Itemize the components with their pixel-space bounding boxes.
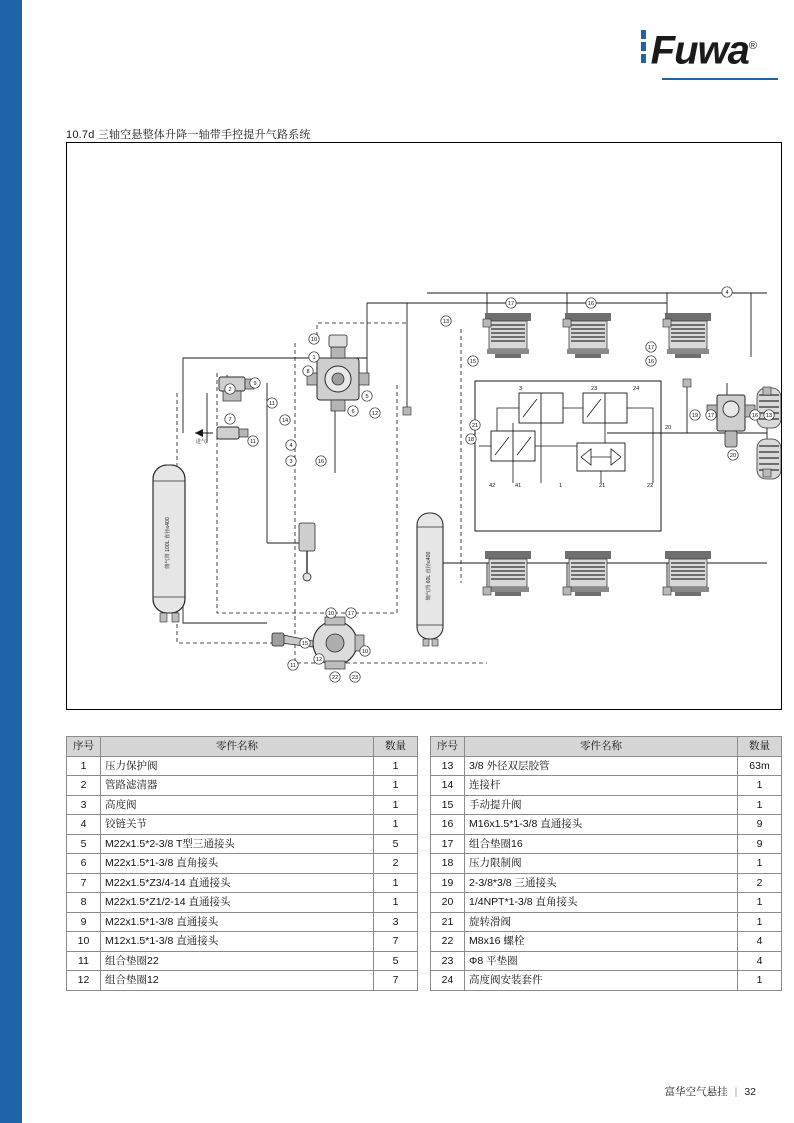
cell-name: 3/8 外径双层胶管	[465, 756, 738, 776]
svg-text:进气: 进气	[195, 439, 207, 445]
svg-text:4: 4	[725, 290, 729, 296]
cell-no: 17	[431, 834, 465, 854]
svg-text:4: 4	[289, 443, 293, 449]
cell-name: 手动提升阀	[465, 795, 738, 815]
table-row	[431, 951, 782, 971]
table-header-row	[431, 737, 782, 757]
callout-21	[722, 287, 732, 297]
svg-text:12: 12	[371, 411, 379, 417]
callout-3	[225, 414, 235, 424]
cell-qty: 9	[738, 815, 782, 835]
svg-text:3: 3	[289, 459, 293, 465]
page-header	[22, 0, 794, 100]
table-row	[431, 815, 782, 835]
table-row	[67, 795, 418, 815]
svg-text:24: 24	[633, 386, 640, 392]
col-header-no: 序号	[431, 737, 465, 757]
svg-text:8: 8	[306, 369, 310, 375]
callout-8	[303, 366, 313, 376]
callout-6	[309, 334, 319, 344]
pneumatic-diagram	[66, 142, 782, 710]
svg-text:16: 16	[647, 359, 655, 365]
pressure-protection-valve	[307, 335, 369, 411]
callout-5	[267, 398, 277, 408]
cell-name: M12x1.5*1-3/8 直通接头	[101, 932, 374, 952]
svg-text:11: 11	[269, 401, 275, 407]
cell-name: M22x1.5*1-3/8 直角接头	[101, 854, 374, 874]
cell-name: 压力限制阀	[465, 854, 738, 874]
table-row	[431, 854, 782, 874]
cell-no: 16	[431, 815, 465, 835]
col-header-name: 零件名称	[465, 737, 738, 757]
table-row	[431, 873, 782, 893]
svg-text:15: 15	[469, 359, 477, 365]
air-spring-group-lower	[485, 551, 711, 596]
svg-text:6: 6	[351, 409, 355, 415]
col-header-qty: 数量	[374, 737, 418, 757]
parts-table-right	[430, 736, 782, 991]
col-header-name: 零件名称	[101, 737, 374, 757]
callout-18	[470, 420, 480, 430]
cell-name: 组合垫圈12	[101, 971, 374, 991]
header-rule	[662, 78, 778, 80]
table-row	[67, 893, 418, 913]
table-row	[431, 893, 782, 913]
svg-text:23: 23	[351, 675, 359, 681]
callout-37	[288, 660, 298, 670]
svg-text:21: 21	[599, 483, 606, 489]
cell-no: 10	[67, 932, 101, 952]
callout-19	[506, 298, 516, 308]
footer-text: 富华空气悬挂	[664, 1086, 728, 1098]
cell-no: 19	[431, 873, 465, 893]
cell-qty: 2	[738, 873, 782, 893]
svg-text:13: 13	[442, 319, 450, 325]
cell-no: 11	[67, 951, 101, 971]
callout-2	[250, 378, 260, 388]
svg-text:22: 22	[331, 675, 339, 681]
cell-name: Φ8 平垫圈	[465, 951, 738, 971]
callout-34	[330, 672, 340, 682]
svg-text:17: 17	[347, 611, 355, 617]
table-row	[67, 912, 418, 932]
cell-no: 5	[67, 834, 101, 854]
callout-28	[764, 410, 774, 420]
cell-qty: 1	[738, 854, 782, 874]
logo-bars-icon	[641, 26, 646, 66]
cell-no: 15	[431, 795, 465, 815]
registered-mark: ®	[748, 40, 756, 52]
cell-no: 12	[67, 971, 101, 991]
callout-22	[646, 342, 656, 352]
callout-29	[728, 450, 738, 460]
svg-text:2: 2	[228, 387, 232, 393]
callout-30	[326, 608, 336, 618]
cell-qty: 5	[374, 834, 418, 854]
svg-text:7: 7	[228, 417, 232, 423]
svg-text:10: 10	[310, 337, 318, 343]
cell-qty: 2	[374, 854, 418, 874]
table-row	[67, 873, 418, 893]
cell-no: 22	[431, 932, 465, 952]
table-header-row	[67, 737, 418, 757]
cell-qty: 1	[374, 756, 418, 776]
cell-qty: 1	[374, 776, 418, 796]
svg-text:13: 13	[765, 413, 773, 419]
table-row	[431, 776, 782, 796]
parts-table-left	[66, 736, 418, 991]
callout-11	[370, 408, 380, 418]
cell-qty: 5	[374, 951, 418, 971]
cell-no: 18	[431, 854, 465, 874]
svg-text:10: 10	[327, 611, 335, 617]
cell-name: M16x1.5*1-3/8 直通接头	[465, 815, 738, 835]
cell-no: 3	[67, 795, 101, 815]
cell-qty: 4	[738, 951, 782, 971]
svg-text:10: 10	[361, 649, 369, 655]
col-header-qty: 数量	[738, 737, 782, 757]
callout-26	[706, 410, 716, 420]
cell-qty: 4	[738, 932, 782, 952]
svg-text:5: 5	[365, 394, 369, 400]
brand-logo	[641, 26, 756, 73]
cell-name: 旋转滑阀	[465, 912, 738, 932]
callout-7	[309, 352, 319, 362]
height-valve-assembly	[299, 523, 315, 581]
cell-qty: 1	[374, 815, 418, 835]
cell-no: 6	[67, 854, 101, 874]
footer-separator: |	[734, 1085, 738, 1098]
cell-no: 13	[431, 756, 465, 776]
svg-text:11: 11	[250, 439, 256, 445]
cell-qty: 7	[374, 971, 418, 991]
cell-qty: 9	[738, 834, 782, 854]
cell-name: 组合垫圈16	[465, 834, 738, 854]
svg-text:16: 16	[751, 413, 759, 419]
svg-text:17: 17	[507, 301, 515, 307]
cell-no: 2	[67, 776, 101, 796]
callout-13	[286, 440, 296, 450]
svg-text:19: 19	[691, 413, 699, 419]
table-row	[67, 971, 418, 991]
callout-4	[248, 436, 258, 446]
cell-no: 1	[67, 756, 101, 776]
svg-text:41: 41	[515, 483, 522, 489]
cell-qty: 3	[374, 912, 418, 932]
table-row	[431, 756, 782, 776]
callout-14	[286, 456, 296, 466]
cell-name: 压力保护阀	[101, 756, 374, 776]
svg-text:16: 16	[317, 459, 325, 465]
cell-qty: 1	[738, 776, 782, 796]
callout-15	[316, 456, 326, 466]
cell-name: M22x1.5*2-3/8 T型三通接头	[101, 834, 374, 854]
air-spring-group-upper	[485, 313, 711, 358]
callout-33	[314, 654, 324, 664]
cell-qty: 1	[374, 873, 418, 893]
cell-name: 铰链关节	[101, 815, 374, 835]
svg-text:1: 1	[312, 355, 316, 361]
cell-qty: 1	[738, 971, 782, 991]
table-row	[431, 912, 782, 932]
air-spring-group-right	[757, 388, 781, 479]
svg-text:21: 21	[471, 423, 479, 429]
parts-tables	[66, 736, 782, 991]
svg-text:9: 9	[253, 381, 257, 387]
svg-text:1: 1	[559, 483, 563, 489]
air-tank-middle	[417, 513, 443, 646]
svg-text:3: 3	[519, 386, 523, 392]
cell-name: 连接杆	[465, 776, 738, 796]
callout-32	[300, 638, 310, 648]
cell-name: 组合垫圈22	[101, 951, 374, 971]
page-accent-bar	[0, 0, 22, 1123]
callout-23	[646, 356, 656, 366]
page-number: 32	[744, 1085, 756, 1098]
svg-text:储气筒 100L 直径≤400: 储气筒 100L 直径≤400	[165, 517, 171, 569]
cell-no: 4	[67, 815, 101, 835]
cell-name: 管路滤清器	[101, 776, 374, 796]
table-row	[67, 854, 418, 874]
cell-qty: 1	[738, 912, 782, 932]
svg-text:15: 15	[301, 641, 309, 647]
svg-text:储气筒 60L 直径≤400: 储气筒 60L 直径≤400	[426, 551, 432, 601]
svg-text:17: 17	[647, 345, 655, 351]
svg-text:17: 17	[707, 413, 715, 419]
svg-text:18: 18	[467, 437, 475, 443]
callout-16	[441, 316, 451, 326]
cell-qty: 7	[374, 932, 418, 952]
callout-12	[280, 415, 290, 425]
cell-no: 24	[431, 971, 465, 991]
cell-qty: 1	[738, 795, 782, 815]
col-header-no: 序号	[67, 737, 101, 757]
svg-text:16: 16	[587, 301, 595, 307]
inlet-fitting	[195, 427, 248, 445]
table-row	[67, 834, 418, 854]
brand-name: Fuwa®	[650, 28, 756, 73]
table-row	[67, 951, 418, 971]
callout-25	[690, 410, 700, 420]
table-row	[67, 756, 418, 776]
air-tank-left	[153, 465, 185, 622]
svg-text:20: 20	[729, 453, 737, 459]
cell-name: 1/4NPT*1-3/8 直角接头	[465, 893, 738, 913]
callout-27	[750, 410, 760, 420]
cell-no: 8	[67, 893, 101, 913]
svg-text:23: 23	[591, 386, 598, 392]
callout-20	[586, 298, 596, 308]
page-title: 10.7d 三轴空悬整体升降一轴带手控提升气路系统	[66, 129, 311, 141]
cell-name: M22x1.5*1-3/8 直通接头	[101, 912, 374, 932]
line-filter	[219, 377, 257, 401]
cell-name: M8x16 螺栓	[465, 932, 738, 952]
cell-no: 21	[431, 912, 465, 932]
callout-24	[466, 434, 476, 444]
callout-31	[346, 608, 356, 618]
cell-qty: 1	[374, 893, 418, 913]
pressure-limit-valve	[707, 395, 755, 447]
page-footer	[665, 1084, 756, 1099]
cell-name: 高度阀安装套件	[465, 971, 738, 991]
table-row	[431, 932, 782, 952]
cell-name: 高度阀	[101, 795, 374, 815]
cell-qty: 1	[374, 795, 418, 815]
svg-text:14: 14	[281, 418, 289, 424]
cell-qty: 1	[738, 893, 782, 913]
svg-text:20: 20	[665, 425, 672, 431]
cell-qty: 63m	[738, 756, 782, 776]
table-row	[67, 815, 418, 835]
svg-text:12: 12	[315, 657, 323, 663]
svg-text:42: 42	[489, 483, 496, 489]
callout-36	[360, 646, 370, 656]
cell-no: 20	[431, 893, 465, 913]
cell-no: 7	[67, 873, 101, 893]
svg-text:11: 11	[290, 663, 296, 669]
cell-name: M22x1.5*Z3/4-14 直通接头	[101, 873, 374, 893]
table-row	[67, 776, 418, 796]
callout-17	[468, 356, 478, 366]
callout-35	[350, 672, 360, 682]
rotary-slide-valve-schematic	[475, 381, 671, 531]
table-row	[67, 932, 418, 952]
cell-name: M22x1.5*Z1/2-14 直通接头	[101, 893, 374, 913]
table-row	[431, 971, 782, 991]
cell-no: 23	[431, 951, 465, 971]
callout-9	[362, 391, 372, 401]
svg-text:22: 22	[647, 483, 654, 489]
cell-no: 14	[431, 776, 465, 796]
callout-10	[348, 406, 358, 416]
callout-1	[225, 384, 235, 394]
cell-name: 2-3/8*3/8 三通接头	[465, 873, 738, 893]
table-row	[431, 795, 782, 815]
table-row	[431, 834, 782, 854]
cell-no: 9	[67, 912, 101, 932]
